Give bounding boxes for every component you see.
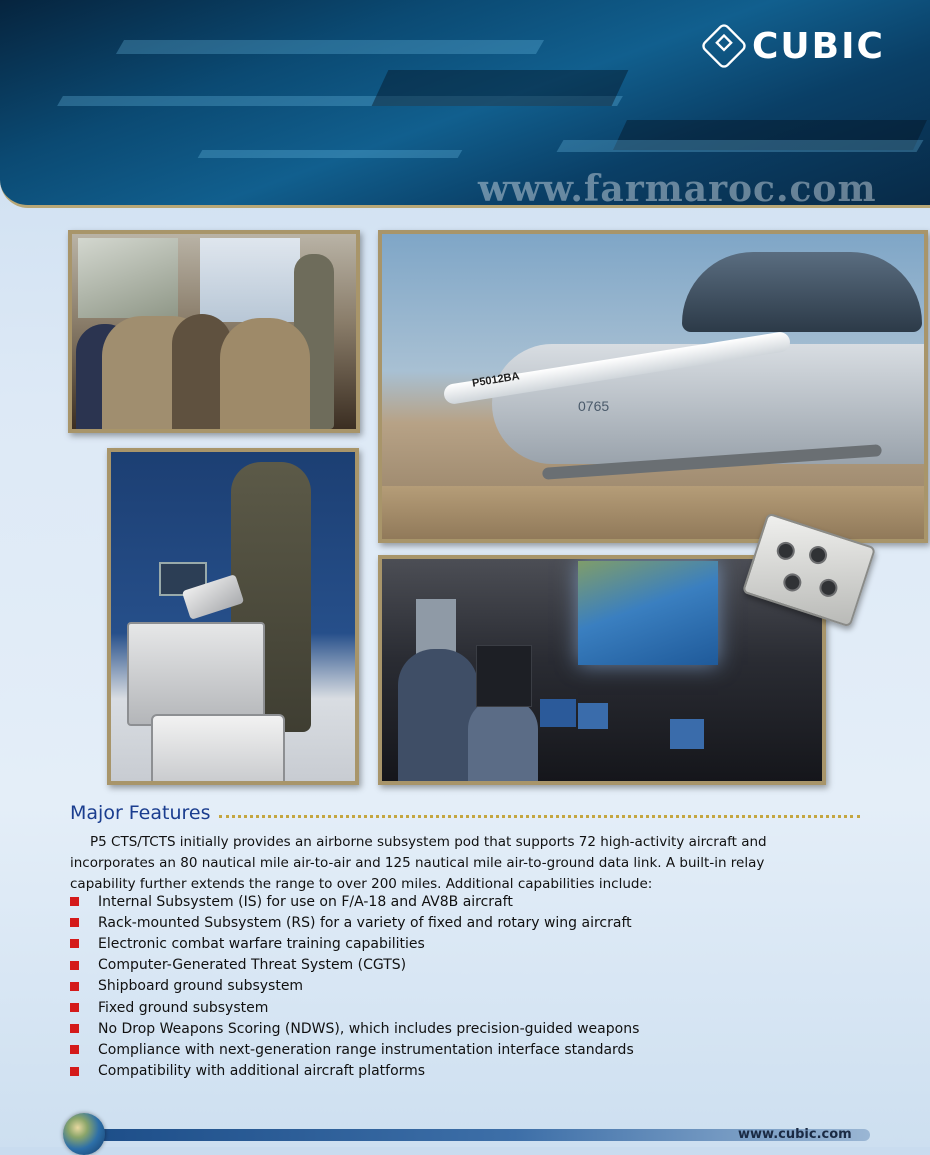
feature-item — [70, 1039, 830, 1060]
wall-map-display — [578, 561, 718, 665]
section-title: Major Features — [70, 802, 211, 824]
dotted-divider — [219, 815, 861, 818]
feature-text: Computer-Generated Threat System (CGTS) — [98, 957, 407, 974]
technician-photo — [107, 448, 359, 785]
bullet-icon — [70, 961, 79, 970]
intro-paragraph: P5 CTS/TCTS initially provides an airborne subsystem pod that supports 72 high-activity aircraft and incorporates an 80 nautical mile air-to-air and 125 nautical mile air-to-ground data link. A built-in relay capability further extends the range to over 200 miles. Additional capabilities include: — [70, 834, 767, 892]
banner-shadow — [372, 70, 629, 106]
bullet-icon — [70, 1024, 79, 1033]
feature-text: Shipboard ground subsystem — [98, 978, 304, 995]
feature-text: Electronic combat warfare training capabilities — [98, 935, 425, 952]
operator-figure — [468, 699, 538, 785]
operator-figure — [398, 649, 478, 785]
feature-item — [70, 933, 830, 954]
brand-name: CUBIC — [752, 25, 885, 67]
projection-screen-left — [78, 238, 178, 318]
runway — [382, 486, 928, 543]
bullet-icon — [70, 1003, 79, 1012]
footer-url[interactable]: www.cubic.com — [738, 1127, 852, 1142]
bullet-icon — [70, 918, 79, 927]
workstation-monitor — [670, 719, 704, 749]
bullet-icon — [70, 939, 79, 948]
bullet-icon — [70, 1067, 79, 1076]
equipment-case — [127, 622, 265, 726]
bullet-icon — [70, 897, 79, 906]
feature-text: No Drop Weapons Scoring (NDWS), which includes precision-guided weapons — [98, 1020, 640, 1037]
banner-stripe — [116, 40, 544, 54]
equipment-rack — [476, 645, 532, 707]
pod-tail-number: P5012BA — [471, 370, 521, 390]
audience-figure — [220, 318, 310, 433]
feature-item — [70, 1061, 830, 1082]
cubic-logo — [702, 24, 885, 68]
equipment-case-lid — [151, 714, 285, 785]
workstation-monitor — [578, 703, 608, 729]
classroom-photo — [68, 230, 360, 433]
feature-item — [70, 891, 830, 912]
banner-stripe — [557, 140, 924, 152]
connector-icon — [817, 577, 840, 600]
header-banner — [0, 0, 930, 208]
connector-icon — [807, 544, 830, 567]
globe-icon — [63, 1113, 105, 1155]
feature-item — [70, 955, 830, 976]
feature-item — [70, 997, 830, 1018]
feature-item — [70, 912, 830, 933]
feature-item — [70, 976, 830, 997]
feature-list — [70, 891, 830, 1082]
bullet-icon — [70, 982, 79, 991]
aircraft-number: 0765 — [578, 398, 610, 414]
feature-item — [70, 1018, 830, 1039]
feature-text: Internal Subsystem (IS) for use on F/A-18 and AV8B aircraft — [98, 893, 513, 910]
feature-text: Compatibility with additional aircraft platforms — [98, 1063, 426, 1080]
bullet-icon — [70, 1045, 79, 1054]
connector-icon — [774, 540, 797, 563]
banner-stripe — [198, 150, 463, 158]
feature-text: Compliance with next-generation range instrumentation interface standards — [98, 1041, 634, 1058]
section-header — [70, 802, 860, 824]
feature-text: Fixed ground subsystem — [98, 999, 269, 1016]
projection-screen-right — [200, 238, 300, 322]
cube-logo-icon — [700, 22, 749, 71]
workstation-monitor — [540, 699, 576, 727]
aircraft-canopy — [682, 252, 922, 332]
connector-icon — [781, 571, 804, 594]
aircraft-photo — [378, 230, 928, 543]
feature-text: Rack-mounted Subsystem (RS) for a variety of fixed and rotary wing aircraft — [98, 914, 632, 931]
watermark-text: www.farmaroc.com — [478, 168, 877, 208]
